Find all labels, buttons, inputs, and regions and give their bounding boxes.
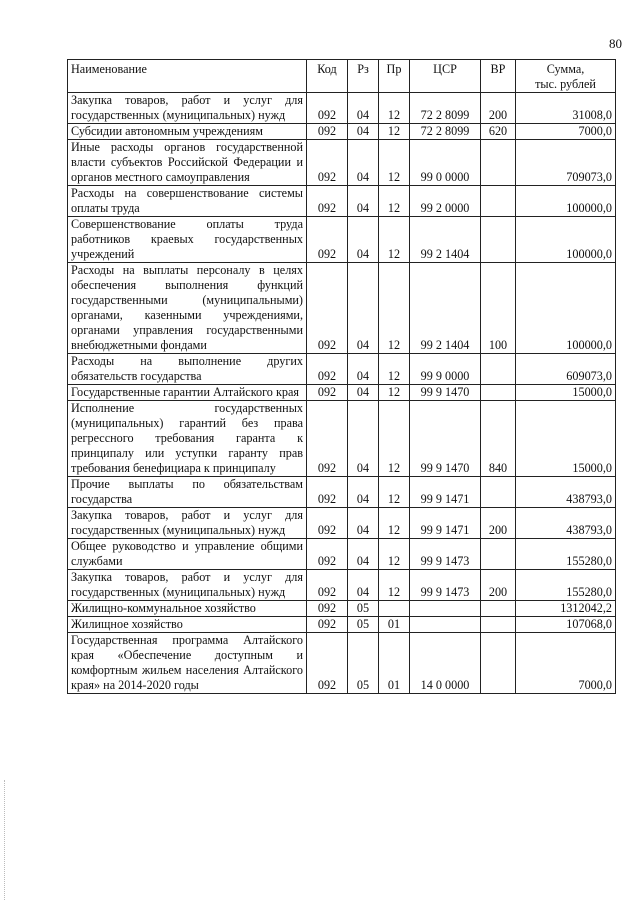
row-kod: 092 [307, 217, 348, 263]
row-vr [481, 633, 516, 694]
row-csr [410, 617, 481, 633]
row-vr [481, 354, 516, 385]
budget-table [67, 59, 616, 694]
row-vr [481, 539, 516, 570]
row-pr: 12 [379, 508, 410, 539]
table-row [68, 385, 616, 401]
table-header-row [68, 60, 616, 93]
row-vr [481, 477, 516, 508]
row-rz: 04 [348, 508, 379, 539]
row-rz: 04 [348, 354, 379, 385]
row-vr: 200 [481, 508, 516, 539]
row-name: Жилищно-коммунальное хозяйство [68, 601, 307, 617]
header-name: Наименование [68, 60, 307, 93]
row-kod: 092 [307, 140, 348, 186]
row-csr: 99 2 1404 [410, 217, 481, 263]
row-sum: 100000,0 [516, 186, 616, 217]
row-vr [481, 186, 516, 217]
row-name: Совершенствование оплаты труда работников краевых государственных учреждений [68, 217, 307, 263]
page-number: 80 [609, 36, 622, 51]
row-csr: 99 0 0000 [410, 140, 481, 186]
header-kod: Код [307, 60, 348, 93]
row-pr [379, 601, 410, 617]
row-csr: 72 2 8099 [410, 124, 481, 140]
header-rz: Рз [348, 60, 379, 93]
row-vr: 100 [481, 263, 516, 354]
row-kod: 092 [307, 93, 348, 124]
table-row [68, 124, 616, 140]
row-sum: 15000,0 [516, 401, 616, 477]
row-rz: 04 [348, 385, 379, 401]
row-name: Жилищное хозяйство [68, 617, 307, 633]
row-csr: 99 9 1470 [410, 401, 481, 477]
row-rz: 04 [348, 217, 379, 263]
row-kod: 092 [307, 263, 348, 354]
row-vr: 200 [481, 570, 516, 601]
table-row [68, 570, 616, 601]
row-pr: 01 [379, 617, 410, 633]
row-rz: 04 [348, 140, 379, 186]
row-kod: 092 [307, 477, 348, 508]
row-pr: 12 [379, 186, 410, 217]
row-kod: 092 [307, 385, 348, 401]
row-rz: 05 [348, 601, 379, 617]
row-rz: 04 [348, 477, 379, 508]
header-csr: ЦСР [410, 60, 481, 93]
header-vr: ВР [481, 60, 516, 93]
row-csr: 99 9 1473 [410, 539, 481, 570]
row-pr: 12 [379, 140, 410, 186]
row-kod: 092 [307, 633, 348, 694]
row-rz: 04 [348, 263, 379, 354]
table-row [68, 539, 616, 570]
row-rz: 05 [348, 617, 379, 633]
row-name: Государственные гарантии Алтайского края [68, 385, 307, 401]
table-row [68, 401, 616, 477]
row-rz: 05 [348, 633, 379, 694]
row-name: Прочие выплаты по обязательствам государства [68, 477, 307, 508]
row-vr: 620 [481, 124, 516, 140]
row-pr: 12 [379, 401, 410, 477]
row-pr: 12 [379, 570, 410, 601]
row-name: Общее руководство и управление общими службами [68, 539, 307, 570]
table-row [68, 186, 616, 217]
row-pr: 12 [379, 539, 410, 570]
row-sum: 107068,0 [516, 617, 616, 633]
row-pr: 01 [379, 633, 410, 694]
row-kod: 092 [307, 186, 348, 217]
row-sum: 155280,0 [516, 570, 616, 601]
row-kod: 092 [307, 539, 348, 570]
row-name: Закупка товаров, работ и услуг для государственных (муниципальных) нужд [68, 508, 307, 539]
row-csr: 99 9 1473 [410, 570, 481, 601]
row-csr: 99 2 0000 [410, 186, 481, 217]
row-name: Закупка товаров, работ и услуг для государственных (муниципальных) нужд [68, 570, 307, 601]
scan-margin-marks [4, 780, 7, 900]
row-pr: 12 [379, 477, 410, 508]
row-csr [410, 601, 481, 617]
row-name: Государственная программа Алтайского края «Обеспечение доступным и комфортным жильем населения Алтайского края» на 2014-2020 годы [68, 633, 307, 694]
table-body [68, 93, 616, 694]
row-rz: 04 [348, 93, 379, 124]
row-sum: 438793,0 [516, 477, 616, 508]
row-kod: 092 [307, 617, 348, 633]
row-sum: 100000,0 [516, 263, 616, 354]
row-kod: 092 [307, 601, 348, 617]
row-kod: 092 [307, 570, 348, 601]
row-name: Субсидии автономным учреждениям [68, 124, 307, 140]
row-pr: 12 [379, 217, 410, 263]
row-name: Расходы на совершенствование системы оплаты труда [68, 186, 307, 217]
table-row [68, 601, 616, 617]
header-sum: Сумма, тыс. рублей [516, 60, 616, 93]
row-pr: 12 [379, 354, 410, 385]
row-vr [481, 617, 516, 633]
table-row [68, 354, 616, 385]
row-pr: 12 [379, 385, 410, 401]
row-name: Расходы на выполнение других обязательств государства [68, 354, 307, 385]
row-sum: 155280,0 [516, 539, 616, 570]
row-kod: 092 [307, 354, 348, 385]
table-row [68, 477, 616, 508]
row-kod: 092 [307, 508, 348, 539]
row-vr: 200 [481, 93, 516, 124]
row-sum: 1312042,2 [516, 601, 616, 617]
row-csr: 99 2 1404 [410, 263, 481, 354]
table-row [68, 140, 616, 186]
table-row [68, 617, 616, 633]
row-vr [481, 217, 516, 263]
row-pr: 12 [379, 263, 410, 354]
row-csr: 72 2 8099 [410, 93, 481, 124]
row-sum: 15000,0 [516, 385, 616, 401]
row-rz: 04 [348, 186, 379, 217]
row-name: Исполнение государственных (муниципальных) гарантий без права регрессного требования гаранта к принципалу или уступки гаранту прав требования бенефициара к принципалу [68, 401, 307, 477]
row-csr: 14 0 0000 [410, 633, 481, 694]
row-rz: 04 [348, 124, 379, 140]
row-csr: 99 9 1471 [410, 477, 481, 508]
row-vr [481, 601, 516, 617]
row-vr: 840 [481, 401, 516, 477]
row-sum: 31008,0 [516, 93, 616, 124]
row-sum: 7000,0 [516, 633, 616, 694]
row-csr: 99 9 1470 [410, 385, 481, 401]
row-name: Закупка товаров, работ и услуг для государственных (муниципальных) нужд [68, 93, 307, 124]
row-sum: 609073,0 [516, 354, 616, 385]
table-row [68, 217, 616, 263]
table-row [68, 508, 616, 539]
row-kod: 092 [307, 124, 348, 140]
table-row [68, 633, 616, 694]
row-pr: 12 [379, 124, 410, 140]
row-sum: 709073,0 [516, 140, 616, 186]
header-pr: Пр [379, 60, 410, 93]
row-rz: 04 [348, 570, 379, 601]
row-kod: 092 [307, 401, 348, 477]
row-name: Иные расходы органов государственной власти субъектов Российской Федерации и органов местного самоуправления [68, 140, 307, 186]
row-name: Расходы на выплаты персоналу в целях обеспечения выполнения функций государственными (муниципальными) органами, казенными учреждениями, органами управления государственными внебюджетными фондами [68, 263, 307, 354]
table-row [68, 263, 616, 354]
row-csr: 99 9 1471 [410, 508, 481, 539]
row-pr: 12 [379, 93, 410, 124]
row-sum: 100000,0 [516, 217, 616, 263]
row-csr: 99 9 0000 [410, 354, 481, 385]
row-rz: 04 [348, 539, 379, 570]
row-sum: 7000,0 [516, 124, 616, 140]
row-vr [481, 140, 516, 186]
row-sum: 438793,0 [516, 508, 616, 539]
row-vr [481, 385, 516, 401]
table-row [68, 93, 616, 124]
row-rz: 04 [348, 401, 379, 477]
